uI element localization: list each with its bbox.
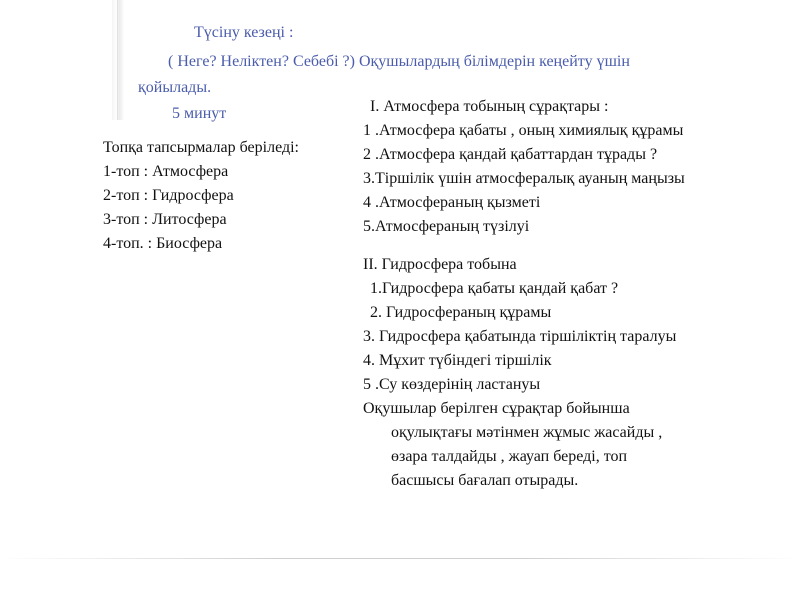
atmosphere-question: 3.Тіршілік үшін атмосфералық ауаның маңызы — [363, 170, 685, 187]
hydrosphere-heading: II. Гидросфера тобына — [363, 256, 517, 273]
stage-duration: 5 минут — [172, 105, 227, 122]
hydrosphere-question: 2. Гидросфераның құрамы — [370, 304, 552, 321]
atmosphere-heading: I. Атмосфера тобының сұрақтары : — [370, 98, 609, 115]
atmosphere-question: 2 .Атмосфера қандай қабаттардан тұрады ? — [363, 146, 658, 163]
conclusion-line: өзара талдайды , жауап береді, топ — [391, 448, 628, 465]
stage-questions-line-1: ( Неге? Неліктен? Себебі ?) Оқушылардың білімдерін кеңейту үшін — [168, 53, 630, 70]
stage-title: Түсіну кезеңі : — [194, 24, 294, 41]
conclusion-line: басшысы бағалап отырады. — [391, 472, 579, 489]
group-questions — [363, 95, 685, 493]
hydrosphere-question: 5 .Су көздерінің ластануы — [363, 376, 541, 393]
hydrosphere-question: 3. Гидросфера қабатында тіршіліктің таралуы — [363, 328, 677, 345]
atmosphere-question: 1 .Атмосфера қабаты , оның химиялық құрамы — [363, 122, 684, 139]
atmosphere-question: 5.Атмосфераның түзілуі — [363, 218, 530, 235]
atmosphere-question: 4 .Атмосфераның қызметі — [363, 194, 541, 211]
hydrosphere-question: 1.Гидросфера қабаты қандай қабат ? — [370, 280, 619, 297]
conclusion-line: оқулықтағы мәтінмен жұмыс жасайды , — [391, 424, 663, 441]
section-gap — [363, 239, 685, 253]
decorative-bar — [112, 0, 124, 120]
conclusion-line: Оқушылар берілген сұрақтар бойынша — [363, 400, 630, 417]
task-item-lithosphere: 3-топ : Литосфера — [103, 211, 227, 228]
task-intro: Топқа тапсырмалар беріледі: — [103, 139, 299, 156]
stage-questions-line-2: қойылады. — [138, 79, 212, 96]
task-item-hydrosphere: 2-топ : Гидросфера — [103, 187, 234, 204]
task-item-biosphere: 4-топ. : Биосфера — [103, 235, 223, 252]
group-task-list — [103, 136, 299, 256]
task-item-atmosphere: 1-топ : Атмосфера — [103, 163, 229, 180]
hydrosphere-question: 4. Мұхит түбіндегі тіршілік — [363, 352, 552, 369]
bottom-divider — [0, 558, 800, 559]
